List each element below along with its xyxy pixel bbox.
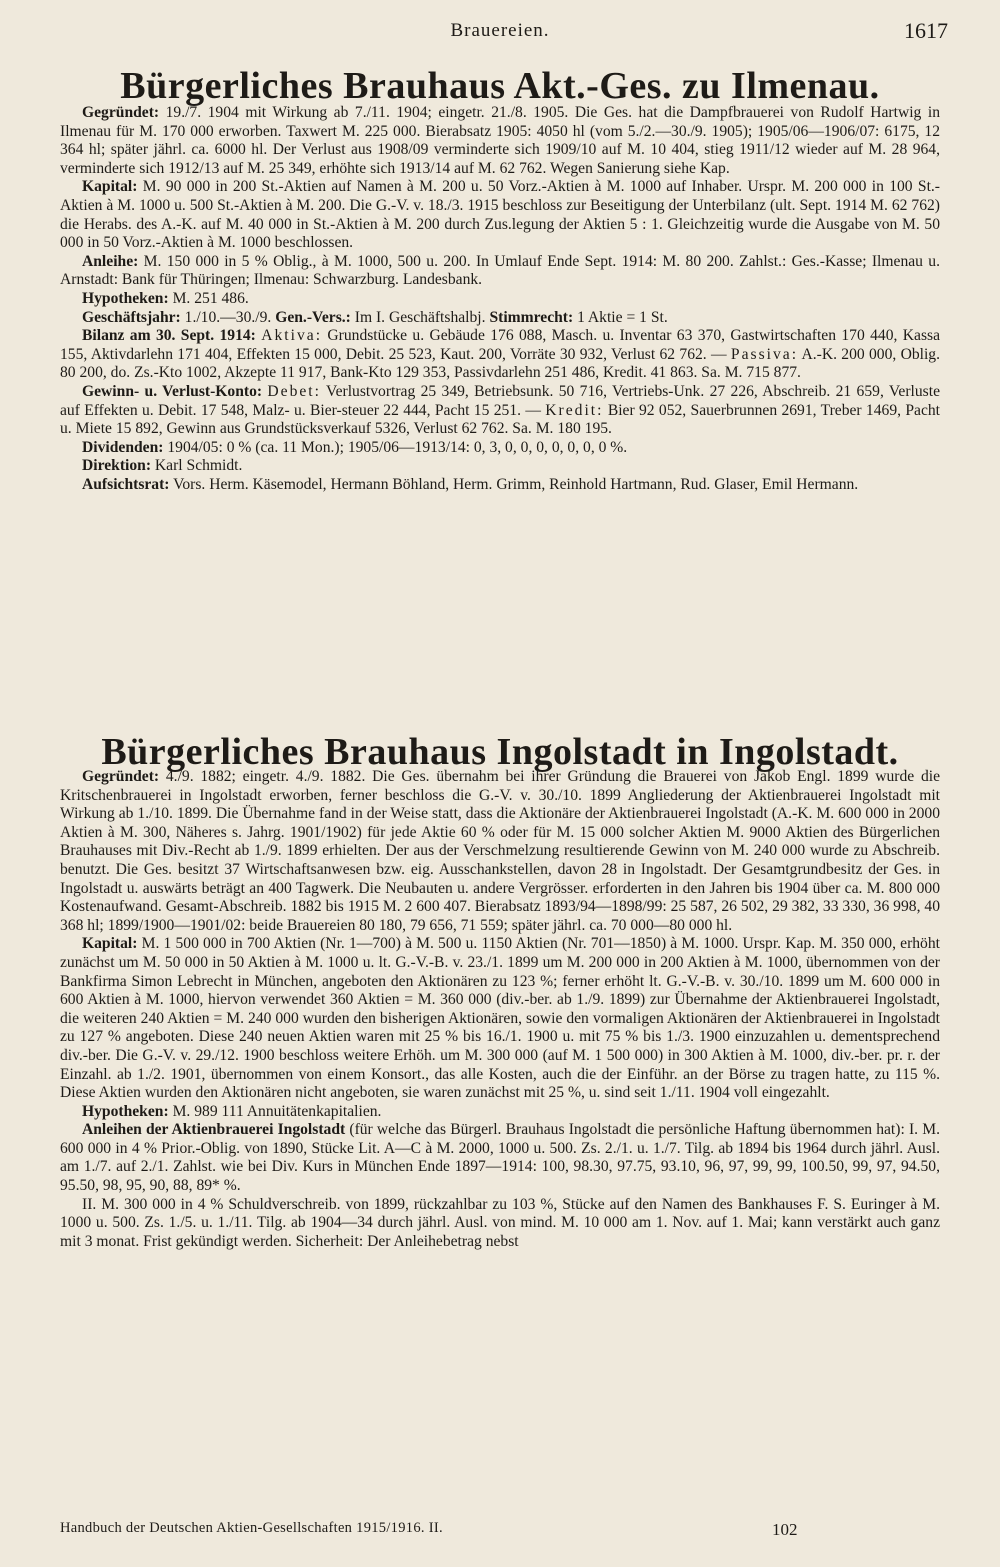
section2-hypotheken [60, 1103, 940, 1122]
geschaeftsjahr-text: 1./10.—30./9. [184, 308, 272, 326]
geschaeftsjahr-label: Geschäftsjahr: [82, 308, 181, 326]
section1-aufsichtsrat [60, 476, 940, 495]
kapital-label: Kapital: [82, 178, 138, 196]
stimmrecht-text: 1 Aktie = 1 St. [577, 308, 668, 326]
kapital-text: M. 1 500 000 in 700 Aktien (Nr. 1—700) à M. 500 u. 1150 Aktien (Nr. 701—1850) à M. 1000. Urspr. Kap. M. 350 000, erhöht zunächst um M. 50 000 in 50 Aktien à M. 1000 u. lt. G.-V.-B. v. 23./1. 1899 um M. 200 000 in 200 Aktien à M. 1000, übernommen von der Bankfirma Simon Lebrecht in München, angeboten den Aktionären zu 123 %; ferner erhöht lt. G.-V.-B. v. 30./10. 1899 um M. 600 000 in 600 Aktien à M. 1000, hiervon verwendet 360 Aktien = M. 360 000 (div.-ber. ab 1./9. 1899) zur Übernahme der Aktienbrauerei Ingolstadt, die weiteren 240 Aktien = M. 240 000 wurden den bisherigen Aktionären, sowie den vormaligen Aktionären der Aktienbrauerei in Ingolstadt zu 127 % angeboten. Diese 240 neuen Aktien waren mit 25 % bis 16./1. 1900 u. mit 75 % bis 1./3. 1900 einzuzahlen u. dementsprechend div.-ber. Die G.-V. v. 29./12. 1900 beschloss weitere Erhöh. um M. 300 000 (auf M. 1 500 000) in 300 Aktien à M. 1000, div.-ber. pr. r. der Einzahl. ab 1./2. 1901, übernommen von einem Konsort., das alle Kosten, auch die der Einführ. an der Börse zu tragen hatte, zu 115 %. Diese Aktien wurden den Aktionären nicht angeboten, sie waren zunächst mit 25 %, u. sind seit 1./11. 1904 voll eingezahlt. [60, 935, 940, 1102]
section1-anleihe [60, 253, 940, 290]
kapital-text: M. 90 000 in 200 St.-Aktien auf Namen à M. 200 u. 50 Vorz.-Aktien à M. 1000 auf Inhaber. Urspr. M. 200 000 in 100 St.-Aktien à M. 1000 u. 500 St.-Aktien à M. 200. Die G.-V. v. 18./3. 1915 beschloss zur Beseitigung der Unterbilanz (ult. Sept. 1914 M. 62 762) die Herabs. des A.-K. auf M. 40 000 in St.-Aktien à M. 200 durch Zus.legung der Aktien 5 : 1. Gleichzeitig wurde die Ausgabe von M. 50 000 in 50 Vorz.-Aktien à M. 1000 beschlossen. [60, 178, 940, 252]
aktiva-text: Grundstücke u. Gebäude 176 088, Masch. u. Inventar 63 370, Gastwirtschaften 170 440, Kassa 155, Aktivdarlehn 171 404, Effekten 15 000, Debit. 25 523, Kaut. 200, Vorräte 30 932, Verlust 62 762. — [60, 327, 940, 363]
kredit-word: Kredit: [545, 401, 604, 419]
kredit-text: Bier 92 052, Sauerbrunnen 2691, Treber 1469, Pacht u. Miete 15 892, Gewinn aus Grundstücksverkauf 5326, Verlust 62 762. Sa. M. 180 195. [60, 401, 940, 438]
section1-geschaeftsjahr [60, 309, 940, 328]
kapital-label: Kapital: [82, 935, 138, 953]
genvers-text: Im I. Geschäftshalbj. [354, 308, 486, 326]
hypotheken-label: Hypotheken: [82, 1102, 169, 1120]
aufsichtsrat-text: Vors. Herm. Käsemodel, Hermann Böhland, Herm. Grimm, Reinhold Hartmann, Rud. Glaser, Emil Hermann. [173, 475, 859, 493]
hypotheken-text: M. 989 111 Annuitätenkapitalien. [172, 1102, 382, 1120]
section1-body [60, 104, 940, 494]
guv-label: Gewinn- u. Verlust-Konto: [82, 382, 263, 400]
hypotheken-text: M. 251 486. [172, 289, 249, 307]
bilanz-label: Bilanz am 30. Sept. 1914: [82, 327, 256, 345]
section1-bilanz [60, 327, 940, 383]
page-footer [60, 1520, 940, 1544]
section1-direktion [60, 457, 940, 476]
section1-hypotheken [60, 290, 940, 309]
anleihen-text: (für welche das Bürgerl. Brauhaus Ingolstadt die persönliche Haftung übernommen hat): I. M. 600 000 in 4 % Prior.-Oblig. von 1890, Stücke Lit. A—C à M. 2000, 1000 u. 500. Zs. 2./1. u. 1./7. Tilg. ab 1894 bis 1964 durch jährl. Ausl. am 1./7. auf 2./1. Zahlst. wie bei Div. Kurs in München Ende 1897—1914: 100, 98.30, 97.75, 93.10, 96, 97, 99, 99, 100.50, 99, 97, 94.50, 95.50, 98, 95, 90, 88, 89* %. [60, 1121, 940, 1195]
running-head [0, 18, 1000, 46]
page-number: 1617 [904, 18, 948, 43]
aktiva-word: Aktiva: [261, 327, 323, 345]
direktion-text: Karl Schmidt. [154, 457, 243, 475]
section2-body [60, 768, 940, 1251]
direktion-label: Direktion: [82, 457, 152, 475]
section1-kapital [60, 178, 940, 252]
hypotheken-label: Hypotheken: [82, 289, 169, 307]
gegruendet-text: 19./7. 1904 mit Wirkung ab 7./11. 1904; eingetr. 21./8. 1905. Die Ges. hat die Dampfbrauerei von Rudolf Hartwig in Ilmenau für M. 170 000 erworben. Taxwert M. 225 000. Bierabsatz 1905: 4050 hl (vom 5./2.—30./9. 1905); 1905/06—1906/07: 6175, 12 364 hl; später jährl. ca. 6000 hl. Der Verlust aus 1908/09 verminderte sich 1909/10 auf M. 10 404, stieg 1911/12 wieder auf M. 28 964, verminderte sich 1912/13 auf M. 25 349, erhöhte sich 1913/14 auf M. 62 762. Wegen Sanierung siehe Kap. [60, 104, 940, 177]
footer-source: Handbuch der Deutschen Aktien-Gesellschaften 1915/1916. II. [60, 1520, 443, 1536]
passiva-text: A.-K. 200 000, Oblig. 80 200, do. Zs.-Kto 1002, Akzepte 11 917, Bank-Kto 129 353, Passivdarlehn 251 486, Kredit. 41 863. Sa. M. 715 877. [60, 345, 940, 382]
anleihe-label: Anleihe: [82, 252, 139, 270]
passiva-word: Passiva: [730, 345, 799, 363]
genvers-label: Gen.-Vers.: [275, 308, 351, 326]
stimmrecht-label: Stimmrecht: [489, 308, 574, 326]
section1-gegruendet [60, 104, 940, 178]
footer-sheet-number: 102 [772, 1520, 798, 1539]
section2-heading: Bürgerliches Brauhaus Ingolstadt in Ingolstadt. [101, 731, 899, 773]
gegruendet-label: Gegründet: [82, 768, 160, 785]
aufsichtsrat-label: Aufsichtsrat: [82, 475, 170, 493]
gegruendet-label: Gegründet: [82, 104, 160, 121]
debet-text: Verlustvortrag 25 349, Betriebsunk. 50 716, Vertriebs-Unk. 27 226, Abschreib. 21 659, Verluste auf Effekten u. Debit. 17 548, Malz- u. Bier-steuer 22 444, Pacht 15 251. — [60, 382, 940, 419]
section2-gegruendet [60, 768, 940, 935]
running-head-title: Brauereien. [450, 20, 550, 41]
dividenden-text: 1904/05: 0 % (ca. 11 Mon.); 1905/06—1913/14: 0, 3, 0, 0, 0, 0, 0, 0, 0 %. [167, 438, 628, 456]
section1-heading: Bürgerliches Brauhaus Akt.-Ges. zu Ilmenau. [120, 65, 880, 107]
section2-anleihen [60, 1121, 940, 1195]
debet-word: Debet: [267, 382, 321, 400]
anleihe-text: M. 150 000 in 5 % Oblig., à M. 1000, 500 u. 200. In Umlauf Ende Sept. 1914: M. 80 200. Zahlst.: Ges.-Kasse; Ilmenau u. Arnstadt: Bank für Thüringen; Ilmenau: Schwarzburg. Landesbank. [60, 252, 940, 289]
section1-guv [60, 383, 940, 439]
dividenden-label: Dividenden: [82, 438, 164, 456]
section2-kapital [60, 935, 940, 1102]
anleihe2-text: II. M. 300 000 in 4 % Schuldverschreib. von 1899, rückzahlbar zu 103 %, Stücke auf den Namen des Bankhauses F. S. Euringer à M. 1000 u. 500. Zs. 1./5. u. 1./11. Tilg. ab 1904—34 durch jährl. Ausl. von mind. M. 10 000 am 1. Nov. auf 1. Mai; kann verstärkt auch ganz mit 3 monat. Frist gekündigt werden. Sicherheit: Der Anleihebetrag nebst [60, 1195, 940, 1250]
section2-anleihe-ii [60, 1196, 940, 1252]
anleihen-label: Anleihen der Aktienbrauerei Ingolstadt [82, 1121, 346, 1139]
section1-dividenden [60, 439, 940, 458]
gegruendet-text: 4./9. 1882; eingetr. 4./9. 1882. Die Ges. übernahm bei ihrer Gründung die Brauerei von Jakob Engl. 1899 wurde die Kritschenbrauerei in Ingolstadt erworben, ferner beschloss die G.-V. v. 30./10. 1899 Angliederung der Aktienbrauerei Ingolstadt mit Wirkung ab 1./10. 1899. Die Übernahme fand in der Weise statt, dass die Aktionäre der Aktienbrauerei Ingolstadt (A.-K. M. 600 000 in 2000 Aktien à M. 300, Näheres s. Jahrg. 1901/1902) für jede Aktie 60 % oder für M. 15 000 solcher Aktien M. 9000 Aktien des Bürgerlichen Brauhauses mit Div.-Recht ab 1./9. 1899 erhielten. Der aus der Verschmelzung resultierende Gewinn von M. 240 000 wurde zu Abschreib. benutzt. Die Ges. besitzt 37 Wirtschaftsanwesen bzw. eig. Ausschankstellen, davon 28 in Ingolstadt. Der Gesamtgrundbesitz der Ges. in Ingolstadt u. auswärts beträgt an 400 Tagwerk. Die Neubauten u. andere Vergrösser. erforderten in den Jahren bis 1904 über ca. M. 800 000 Kostenaufwand. Gesamt-Abschreib. 1882 bis 1915 M. 2 600 407. Bierabsatz 1893/94—1898/99: 25 587, 26 502, 29 382, 33 330, 36 998, 40 368 hl; 1899/1900—1901/02: beide Brauereien 80 180, 79 656, 71 559; später jährl. ca. 70 000—80 000 hl. [60, 768, 940, 934]
